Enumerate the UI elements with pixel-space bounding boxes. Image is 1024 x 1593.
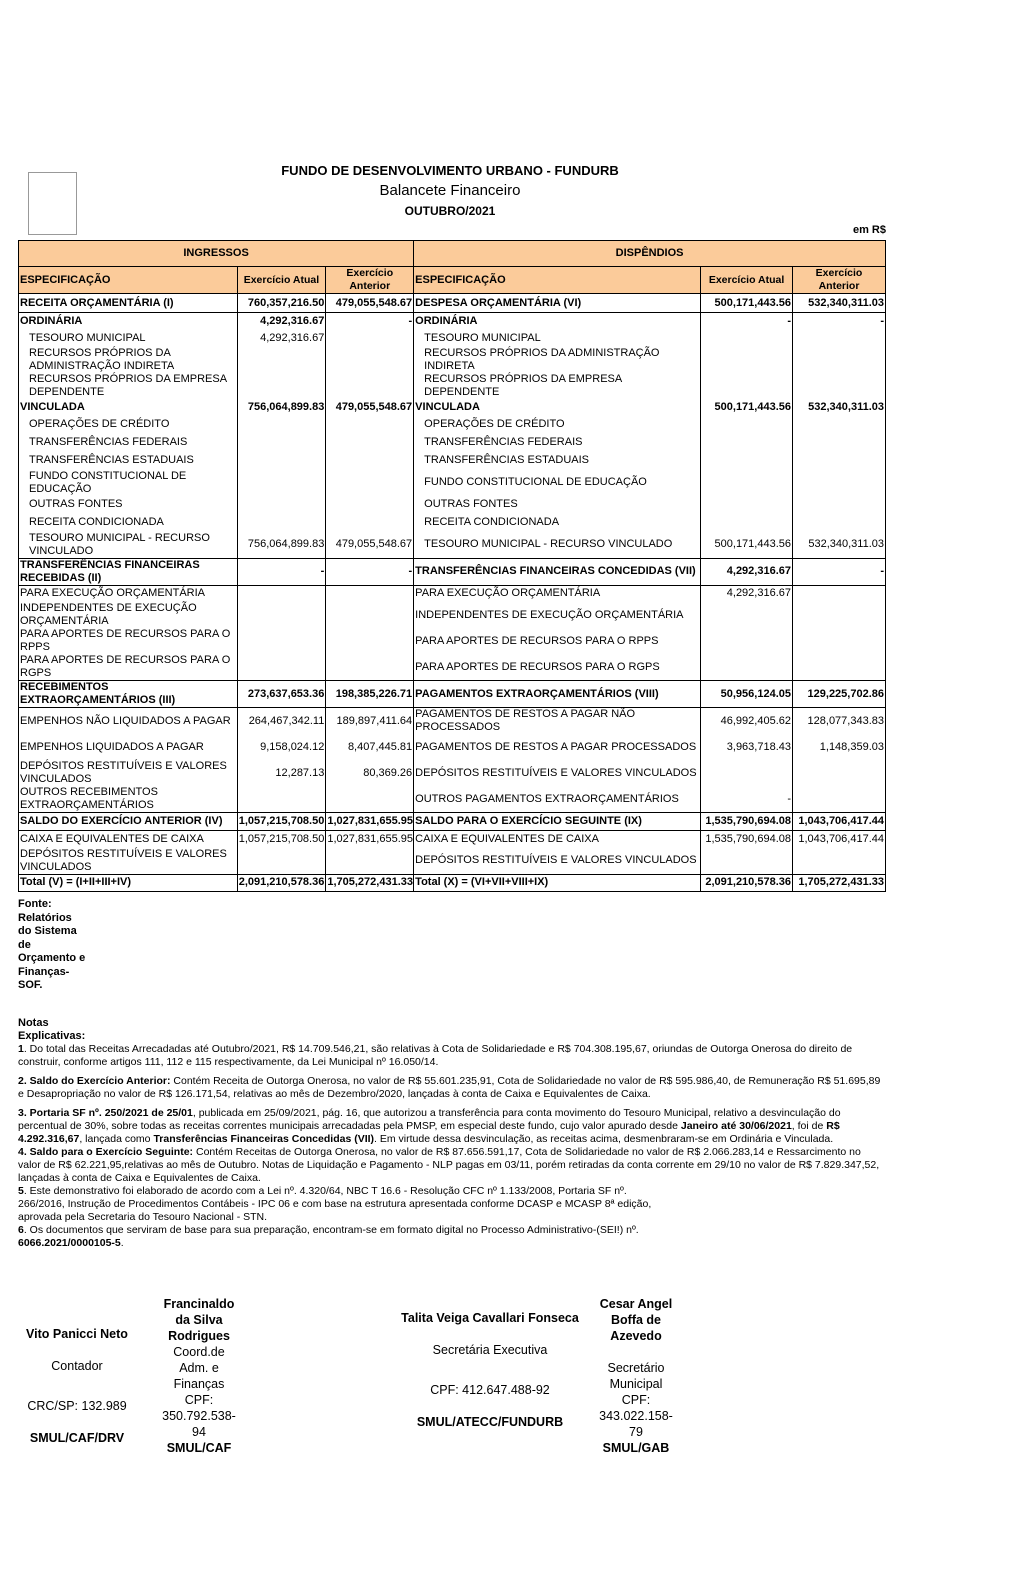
row-current-ingresso: 4,292,316.67 bbox=[237, 313, 326, 330]
table-row bbox=[19, 760, 886, 786]
dispendios-header: DISPÊNDIOS bbox=[414, 241, 886, 267]
table-row bbox=[19, 654, 886, 681]
row-previous-ingresso bbox=[326, 496, 414, 514]
notes-title: Notas Explicativas: bbox=[18, 1017, 86, 1042]
note-3: 3. Portaria SF nº. 250/2021 de 25/01, publicada em 25/09/2021, pág. 16, que autorizou a transferência para conta movimento do Tesouro Municipal, relativo a desvinculação do percentual de 30%, sobre todas as receitas correntes municipais arrecadadas pela PMSP, em especial deste fundo, cujo valor apurado desde Janeiro até 30/06/2021, foi de R$ 4.292.316,67, lançada como Transferências Financeiras Concedidas (VII). Em virtude dessa desvinculação, as receitas acima, desmenbraram-se em Ordinária e Vinculada. bbox=[18, 1107, 841, 1145]
signature-block bbox=[158, 1296, 240, 1456]
signer-name: Talita Veiga Cavallari Fonseca bbox=[401, 1311, 579, 1325]
row-current-ingresso: - bbox=[237, 558, 326, 585]
row-current-dispendio bbox=[701, 470, 793, 496]
row-label-dispendio: TESOURO MUNICIPAL - RECURSO VINCULADO bbox=[414, 532, 701, 559]
row-label-dispendio: INDEPENDENTES DE EXECUÇÃO ORÇAMENTÁRIA bbox=[414, 602, 701, 628]
row-current-ingresso: 1,057,215,708.50 bbox=[237, 831, 326, 848]
row-previous-ingresso: 198,385,226.71 bbox=[326, 681, 414, 708]
signer-role: Contador bbox=[51, 1359, 103, 1373]
row-previous-dispendio bbox=[793, 628, 886, 654]
row-label-dispendio: ORDINÁRIA bbox=[414, 313, 701, 330]
row-previous-dispendio bbox=[793, 514, 886, 532]
table-row bbox=[19, 831, 886, 848]
row-label-dispendio: PAGAMENTOS DE RESTOS A PAGAR PROCESSADOS bbox=[414, 734, 701, 760]
signer-role: Secretário Municipal bbox=[607, 1361, 665, 1391]
row-label-dispendio: RECURSOS PRÓPRIOS DA ADMINISTRAÇÃO INDIRETA bbox=[414, 347, 701, 373]
row-current-ingresso: 9,158,024.12 bbox=[237, 734, 326, 760]
table-row bbox=[19, 708, 886, 735]
row-previous-ingresso: 479,055,548.67 bbox=[326, 532, 414, 559]
note-4: 4. Saldo para o Exercício Seguinte: Contém Receitas de Outorga Onerosa, no valor de R$ 87.656.591,17, Cota de Solidariedade no valor de R$ 2.066.283,14 e Ressarcimento no valor de R$ 62.221,95,relativas ao mês de Outubro. Notas de Liquidação e Pagamento - NLP pagas em 03/11, porém retiradas da conta corrente em 29/10 no valor de R$ 7.829.347,52, lançadas à conta de Caixa e Equivalentes de Caixa. bbox=[18, 1146, 880, 1184]
row-current-dispendio bbox=[701, 496, 793, 514]
row-previous-ingresso: 479,055,548.67 bbox=[326, 399, 414, 416]
row-label-dispendio: DESPESA ORÇAMENTÁRIA (VI) bbox=[414, 294, 701, 313]
document-title: FUNDO DE DESENVOLVIMENTO URBANO - FUNDURB bbox=[281, 163, 619, 178]
row-previous-ingresso bbox=[326, 452, 414, 470]
row-current-ingresso: 1,057,215,708.50 bbox=[237, 813, 326, 831]
row-label-dispendio: DEPÓSITOS RESTITUÍVEIS E VALORES VINCULADOS bbox=[414, 760, 701, 786]
row-label-ingresso: RECURSOS PRÓPRIOS DA ADMINISTRAÇÃO INDIRETA bbox=[19, 347, 238, 373]
row-label-ingresso: VINCULADA bbox=[19, 399, 238, 416]
row-current-ingresso bbox=[237, 434, 326, 452]
row-current-ingresso: 756,064,899.83 bbox=[237, 532, 326, 559]
balance-table bbox=[18, 240, 886, 892]
row-label-ingresso: PARA APORTES DE RECURSOS PARA O RPPS bbox=[19, 628, 238, 654]
row-previous-ingresso bbox=[326, 848, 414, 875]
row-current-ingresso: 756,064,899.83 bbox=[237, 399, 326, 416]
row-current-ingresso: 264,467,342.11 bbox=[237, 708, 326, 735]
signer-org: SMUL/GAB bbox=[602, 1441, 670, 1455]
row-previous-dispendio bbox=[793, 602, 886, 628]
signer-role: Coord.de Adm. e Finanças bbox=[173, 1345, 225, 1391]
signer-name: Vito Panicci Neto bbox=[26, 1327, 128, 1341]
row-current-ingresso bbox=[237, 470, 326, 496]
signer-role: Secretária Executiva bbox=[432, 1343, 548, 1357]
row-previous-ingresso bbox=[326, 628, 414, 654]
row-current-ingresso bbox=[237, 514, 326, 532]
currency-unit: em R$ bbox=[852, 224, 886, 236]
row-current-dispendio bbox=[701, 628, 793, 654]
row-current-dispendio bbox=[701, 330, 793, 347]
col-current-left: Exercício Atual bbox=[237, 267, 326, 294]
row-label-ingresso: EMPENHOS NÃO LIQUIDADOS A PAGAR bbox=[19, 708, 238, 735]
row-current-ingresso: 273,637,653.36 bbox=[237, 681, 326, 708]
row-previous-dispendio bbox=[793, 416, 886, 434]
note-1: 1. Do total das Receitas Arrecadadas até Outubro/2021, R$ 14.709.546,21, são relativas à Cota de Solidariedade e R$ 704.308.195,67, oriundas de Outorga Onerosa do direito de construir, conforme artigos 111, 112 e 115 respectivamente, da Lei Municipal nº 16.050/14. bbox=[18, 1043, 853, 1068]
table-row bbox=[19, 848, 886, 875]
row-previous-ingresso: 189,897,411.64 bbox=[326, 708, 414, 735]
row-previous-ingresso bbox=[326, 470, 414, 496]
row-current-dispendio: 2,091,210,578.36 bbox=[701, 874, 793, 891]
row-previous-ingresso bbox=[326, 602, 414, 628]
note-5: 5. Este demonstrativo foi elaborado de acordo com a Lei nº. 4.320/64, NBC T 16.6 - Resolução CFC nº 1.133/2008, Portaria SF nº. 266/2016, Instrução de Procedimentos Contábeis - IPC 06 e com base na estrutura apresentada conforme DCASP e MCASP 8ª edição, aprovada pela Secretaria do Tesouro Nacional - STN. bbox=[18, 1185, 652, 1223]
row-label-ingresso: PARA EXECUÇÃO ORÇAMENTÁRIA bbox=[19, 585, 238, 602]
row-current-dispendio: 50,956,124.05 bbox=[701, 681, 793, 708]
row-current-ingresso bbox=[237, 496, 326, 514]
row-current-dispendio bbox=[701, 602, 793, 628]
row-label-ingresso: DEPÓSITOS RESTITUÍVEIS E VALORES VINCULADOS bbox=[19, 760, 238, 786]
row-previous-ingresso bbox=[326, 330, 414, 347]
table-row bbox=[19, 347, 886, 373]
col-spec-left: ESPECIFICAÇÃO bbox=[19, 267, 238, 294]
row-previous-dispendio: - bbox=[793, 558, 886, 585]
table-row bbox=[19, 558, 886, 585]
row-previous-dispendio bbox=[793, 786, 886, 813]
row-label-ingresso: TRANSFERÊNCIAS ESTADUAIS bbox=[19, 452, 238, 470]
row-current-dispendio bbox=[701, 514, 793, 532]
table-row bbox=[19, 585, 886, 602]
table-row bbox=[19, 434, 886, 452]
col-current-right: Exercício Atual bbox=[701, 267, 793, 294]
row-label-dispendio: DEPÓSITOS RESTITUÍVEIS E VALORES VINCULADOS bbox=[414, 848, 701, 875]
row-previous-ingresso bbox=[326, 585, 414, 602]
row-previous-ingresso: 479,055,548.67 bbox=[326, 294, 414, 313]
signer-org: SMUL/CAF/DRV bbox=[29, 1431, 125, 1445]
row-current-ingresso bbox=[237, 416, 326, 434]
row-current-ingresso: 760,357,216.50 bbox=[237, 294, 326, 313]
table-row bbox=[19, 602, 886, 628]
row-current-dispendio: 4,292,316.67 bbox=[701, 585, 793, 602]
row-previous-dispendio bbox=[793, 347, 886, 373]
col-spec-right: ESPECIFICAÇÃO bbox=[414, 267, 701, 294]
note-6: 6. Os documentos que serviram de base para sua preparação, encontram-se em formato digital no Processo Administrativo-(SEI!) nº. 6066.2021/0000105-5. bbox=[18, 1224, 639, 1249]
row-current-ingresso bbox=[237, 373, 326, 399]
row-label-dispendio: OPERAÇÕES DE CRÉDITO bbox=[414, 416, 701, 434]
row-label-ingresso: OUTROS RECEBIMENTOS EXTRAORÇAMENTÁRIOS bbox=[19, 786, 238, 813]
row-current-dispendio bbox=[701, 654, 793, 681]
row-current-dispendio bbox=[701, 434, 793, 452]
row-current-ingresso bbox=[237, 347, 326, 373]
row-previous-dispendio bbox=[793, 330, 886, 347]
row-previous-ingresso bbox=[326, 434, 414, 452]
row-current-ingresso bbox=[237, 848, 326, 875]
table-row bbox=[19, 399, 886, 416]
row-current-dispendio: - bbox=[701, 313, 793, 330]
row-label-ingresso: TESOURO MUNICIPAL bbox=[19, 330, 238, 347]
row-previous-ingresso: 1,027,831,655.95 bbox=[326, 831, 414, 848]
row-label-dispendio: RECEITA CONDICIONADA bbox=[414, 514, 701, 532]
signer-document: CRC/SP: 132.989 bbox=[27, 1399, 127, 1413]
row-label-ingresso: OUTRAS FONTES bbox=[19, 496, 238, 514]
row-label-dispendio: PARA EXECUÇÃO ORÇAMENTÁRIA bbox=[414, 585, 701, 602]
table-row bbox=[19, 628, 886, 654]
row-previous-ingresso bbox=[326, 786, 414, 813]
row-previous-dispendio bbox=[793, 585, 886, 602]
row-label-dispendio: VINCULADA bbox=[414, 399, 701, 416]
row-label-dispendio: OUTROS PAGAMENTOS EXTRAORÇAMENTÁRIOS bbox=[414, 786, 701, 813]
row-previous-dispendio bbox=[793, 760, 886, 786]
row-label-dispendio: PARA APORTES DE RECURSOS PARA O RGPS bbox=[414, 654, 701, 681]
signer-org: SMUL/CAF bbox=[166, 1441, 232, 1455]
table-row bbox=[19, 681, 886, 708]
document-period: OUTUBRO/2021 bbox=[404, 204, 496, 218]
signature-block bbox=[400, 1310, 580, 1430]
row-previous-dispendio bbox=[793, 434, 886, 452]
table-row bbox=[19, 813, 886, 831]
table-row bbox=[19, 532, 886, 559]
row-label-ingresso: RECEBIMENTOS EXTRAORÇAMENTÁRIOS (III) bbox=[19, 681, 238, 708]
source-note: Fonte: Relatórios do Sistema de Orçamento e Finanças- SOF. bbox=[18, 898, 86, 991]
row-current-dispendio: 1,535,790,694.08 bbox=[701, 813, 793, 831]
row-current-dispendio bbox=[701, 452, 793, 470]
row-previous-dispendio bbox=[793, 470, 886, 496]
row-current-dispendio bbox=[701, 416, 793, 434]
row-current-dispendio: - bbox=[701, 786, 793, 813]
row-label-dispendio: PAGAMENTOS EXTRAORÇAMENTÁRIOS (VIII) bbox=[414, 681, 701, 708]
row-previous-dispendio bbox=[793, 848, 886, 875]
row-current-dispendio: 46,992,405.62 bbox=[701, 708, 793, 735]
row-current-ingresso: 12,287.13 bbox=[237, 760, 326, 786]
signer-document: CPF: 412.647.488-92 bbox=[430, 1383, 550, 1397]
row-previous-dispendio bbox=[793, 496, 886, 514]
signer-document: CPF: 350.792.538-94 bbox=[162, 1393, 236, 1439]
row-label-ingresso: EMPENHOS LIQUIDADOS A PAGAR bbox=[19, 734, 238, 760]
signer-document: CPF: 343.022.158-79 bbox=[599, 1393, 673, 1439]
row-previous-dispendio bbox=[793, 452, 886, 470]
col-previous-right: Exercício Anterior bbox=[793, 267, 886, 294]
row-previous-ingresso bbox=[326, 416, 414, 434]
row-current-dispendio bbox=[701, 373, 793, 399]
row-previous-dispendio: 1,705,272,431.33 bbox=[793, 874, 886, 891]
table-row bbox=[19, 470, 886, 496]
table-row bbox=[19, 294, 886, 313]
row-current-ingresso: 4,292,316.67 bbox=[237, 330, 326, 347]
row-previous-dispendio: 532,340,311.03 bbox=[793, 294, 886, 313]
row-current-dispendio: 500,171,443.56 bbox=[701, 399, 793, 416]
row-previous-dispendio: 1,148,359.03 bbox=[793, 734, 886, 760]
row-label-ingresso: PARA APORTES DE RECURSOS PARA O RGPS bbox=[19, 654, 238, 681]
row-label-ingresso: INDEPENDENTES DE EXECUÇÃO ORÇAMENTÁRIA bbox=[19, 602, 238, 628]
signature-block bbox=[594, 1296, 678, 1456]
row-label-ingresso: ORDINÁRIA bbox=[19, 313, 238, 330]
row-current-ingresso bbox=[237, 628, 326, 654]
row-previous-ingresso bbox=[326, 347, 414, 373]
row-label-ingresso: CAIXA E EQUIVALENTES DE CAIXA bbox=[19, 831, 238, 848]
row-previous-dispendio: 1,043,706,417.44 bbox=[793, 831, 886, 848]
table-row bbox=[19, 786, 886, 813]
table-row bbox=[19, 416, 886, 434]
table-row bbox=[19, 313, 886, 330]
signer-org: SMUL/ATECC/FUNDURB bbox=[416, 1415, 564, 1429]
row-label-ingresso: RECEITA CONDICIONADA bbox=[19, 514, 238, 532]
row-previous-dispendio: 1,043,706,417.44 bbox=[793, 813, 886, 831]
row-current-dispendio: 1,535,790,694.08 bbox=[701, 831, 793, 848]
note-2: 2. Saldo do Exercício Anterior: Contém Receita de Outorga Onerosa, no valor de R$ 55.601.235,91, Cota de Solidariedade no valor de R$ 595.986,40, de Remuneração R$ 51.695,89 e Desapropriação no valor de R$ 126.171,54, relativas ao mês de Dezembro/2020, lançadas à conta de Caixa e Equivalentes de Caixa. bbox=[18, 1075, 881, 1100]
row-label-dispendio: RECURSOS PRÓPRIOS DA EMPRESA DEPENDENTE bbox=[414, 373, 701, 399]
ingressos-header: INGRESSOS bbox=[19, 241, 414, 267]
table-row bbox=[19, 373, 886, 399]
row-current-ingresso bbox=[237, 602, 326, 628]
table-row bbox=[19, 874, 886, 891]
row-label-ingresso: OPERAÇÕES DE CRÉDITO bbox=[19, 416, 238, 434]
row-label-dispendio: TESOURO MUNICIPAL bbox=[414, 330, 701, 347]
row-previous-ingresso bbox=[326, 373, 414, 399]
row-label-ingresso: Total (V) = (I+II+III+IV) bbox=[19, 874, 238, 891]
row-previous-ingresso: - bbox=[326, 313, 414, 330]
row-label-dispendio: TRANSFERÊNCIAS FEDERAIS bbox=[414, 434, 701, 452]
row-label-ingresso: RECEITA ORÇAMENTÁRIA (I) bbox=[19, 294, 238, 313]
explanatory-notes bbox=[18, 1043, 882, 1250]
row-current-dispendio: 500,171,443.56 bbox=[701, 532, 793, 559]
row-label-dispendio: PARA APORTES DE RECURSOS PARA O RPPS bbox=[414, 628, 701, 654]
row-current-dispendio bbox=[701, 760, 793, 786]
row-current-ingresso bbox=[237, 786, 326, 813]
row-label-dispendio: FUNDO CONSTITUCIONAL DE EDUCAÇÃO bbox=[414, 470, 701, 496]
document-subtitle: Balancete Financeiro bbox=[379, 182, 521, 199]
row-current-dispendio: 3,963,718.43 bbox=[701, 734, 793, 760]
table-row bbox=[19, 514, 886, 532]
row-previous-ingresso: 80,369.26 bbox=[326, 760, 414, 786]
row-previous-dispendio: - bbox=[793, 313, 886, 330]
row-label-ingresso: TRANSFERÊNCIAS FINANCEIRAS RECEBIDAS (II) bbox=[19, 558, 238, 585]
row-label-ingresso: RECURSOS PRÓPRIOS DA EMPRESA DEPENDENTE bbox=[19, 373, 238, 399]
signature-block bbox=[18, 1326, 136, 1446]
row-previous-ingresso: 1,705,272,431.33 bbox=[326, 874, 414, 891]
row-current-dispendio bbox=[701, 347, 793, 373]
table-row bbox=[19, 496, 886, 514]
row-current-ingresso: 2,091,210,578.36 bbox=[237, 874, 326, 891]
row-label-dispendio: PAGAMENTOS DE RESTOS A PAGAR NÃO PROCESSADOS bbox=[414, 708, 701, 735]
table-row bbox=[19, 734, 886, 760]
row-previous-dispendio bbox=[793, 373, 886, 399]
signer-name: Cesar Angel Boffa de Azevedo bbox=[599, 1297, 673, 1343]
table-row bbox=[19, 330, 886, 347]
row-label-dispendio: TRANSFERÊNCIAS ESTADUAIS bbox=[414, 452, 701, 470]
row-previous-dispendio: 128,077,343.83 bbox=[793, 708, 886, 735]
signer-name: Francinaldo da Silva Rodrigues bbox=[163, 1297, 235, 1343]
row-current-ingresso bbox=[237, 585, 326, 602]
row-current-ingresso bbox=[237, 452, 326, 470]
row-label-ingresso: DEPÓSITOS RESTITUÍVEIS E VALORES VINCULADOS bbox=[19, 848, 238, 875]
row-label-ingresso: TESOURO MUNICIPAL - RECURSO VINCULADO bbox=[19, 532, 238, 559]
row-label-ingresso: FUNDO CONSTITUCIONAL DE EDUCAÇÃO bbox=[19, 470, 238, 496]
row-previous-dispendio: 129,225,702.86 bbox=[793, 681, 886, 708]
row-previous-dispendio: 532,340,311.03 bbox=[793, 399, 886, 416]
row-previous-ingresso bbox=[326, 654, 414, 681]
row-label-dispendio: OUTRAS FONTES bbox=[414, 496, 701, 514]
row-previous-ingresso: 1,027,831,655.95 bbox=[326, 813, 414, 831]
row-label-dispendio: SALDO PARA O EXERCÍCIO SEGUINTE (IX) bbox=[414, 813, 701, 831]
row-previous-ingresso bbox=[326, 514, 414, 532]
row-current-dispendio bbox=[701, 848, 793, 875]
row-label-dispendio: TRANSFERÊNCIAS FINANCEIRAS CONCEDIDAS (VII) bbox=[414, 558, 701, 585]
row-previous-dispendio bbox=[793, 654, 886, 681]
row-previous-ingresso: - bbox=[326, 558, 414, 585]
row-current-dispendio: 500,171,443.56 bbox=[701, 294, 793, 313]
row-label-ingresso: SALDO DO EXERCÍCIO ANTERIOR (IV) bbox=[19, 813, 238, 831]
row-current-dispendio: 4,292,316.67 bbox=[701, 558, 793, 585]
row-label-dispendio: CAIXA E EQUIVALENTES DE CAIXA bbox=[414, 831, 701, 848]
row-previous-ingresso: 8,407,445.81 bbox=[326, 734, 414, 760]
table-section-header bbox=[19, 241, 886, 267]
table-column-header bbox=[19, 267, 886, 294]
row-label-dispendio: Total (X) = (VI+VII+VIII+IX) bbox=[414, 874, 701, 891]
col-previous-left: Exercício Anterior bbox=[326, 267, 414, 294]
table-row bbox=[19, 452, 886, 470]
row-label-ingresso: TRANSFERÊNCIAS FEDERAIS bbox=[19, 434, 238, 452]
row-current-ingresso bbox=[237, 654, 326, 681]
row-previous-dispendio: 532,340,311.03 bbox=[793, 532, 886, 559]
